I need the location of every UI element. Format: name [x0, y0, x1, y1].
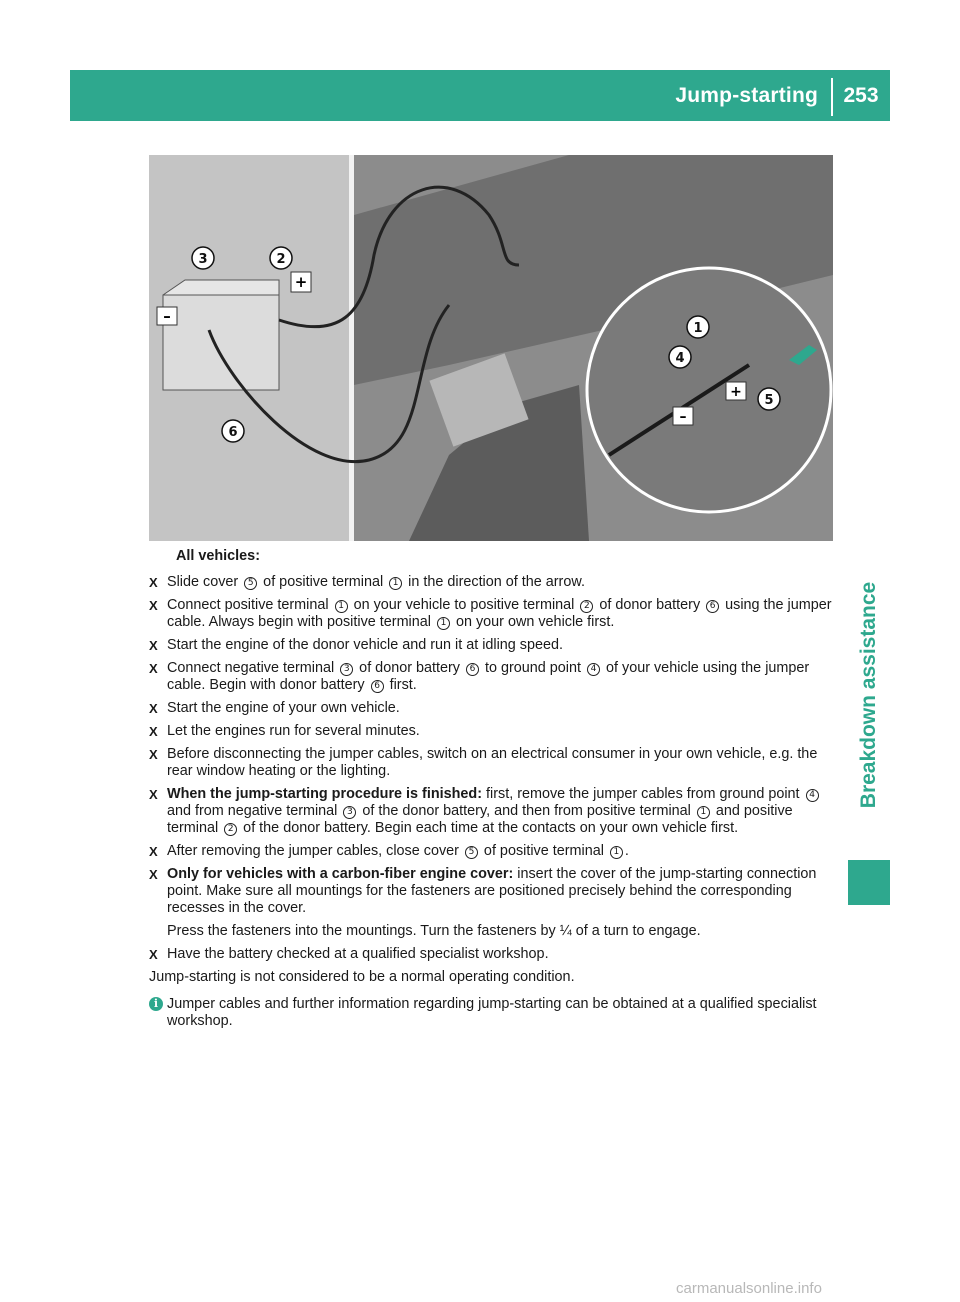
step-1 [149, 574, 835, 591]
step-text: Start the engine of your own vehicle. [167, 700, 400, 716]
step-text: using the jumper cable. Always begin with positive terminal [167, 597, 832, 630]
detail-plus-sign: + [730, 384, 742, 400]
step-6 [149, 723, 835, 740]
step-marker: X [149, 638, 158, 653]
step-text: to ground point [480, 660, 585, 676]
callout-6-label: 6 [228, 425, 238, 440]
callout-1-label: 1 [693, 321, 703, 336]
step-11 [149, 946, 835, 963]
callout-ref: 6 [371, 680, 384, 693]
step-text: of positive terminal [479, 843, 608, 859]
step-text: After removing the jumper cables, close cover [167, 843, 463, 859]
donor-battery [163, 280, 279, 390]
step-text: Before disconnecting the jumper cables, switch on an electrical consumer in your own vehicle, e.g. the rear window heating or the lighting. [167, 746, 818, 779]
step-text: of the donor battery, and then from positive terminal [358, 803, 695, 819]
callout-ref: 3 [343, 806, 356, 819]
step-text: of your vehicle using the jumper cable. Begin with donor battery [167, 660, 810, 693]
info-icon: i [149, 997, 163, 1011]
step-emphasis: Only for vehicles with a carbon-fiber engine cover: [167, 866, 514, 882]
step-marker: X [149, 575, 158, 590]
step-8 [149, 786, 835, 837]
header-bar [70, 70, 890, 121]
callout-ref: 2 [580, 600, 593, 613]
step-text: of donor battery [595, 597, 705, 613]
side-tab [848, 540, 890, 850]
step-text: Slide cover [167, 574, 243, 590]
step-text: on your vehicle to positive terminal [349, 597, 579, 613]
callout-ref: 1 [610, 846, 623, 859]
step-3 [149, 637, 835, 654]
step-5 [149, 700, 835, 717]
side-tab-marker [848, 860, 890, 905]
step-text: on your own vehicle first. [451, 614, 615, 630]
watermark: carmanualsonline.info [676, 1280, 822, 1297]
step-text: first, remove the jumper cables from ground point [482, 786, 804, 802]
callout-ref: 5 [244, 577, 257, 590]
step-marker: X [149, 661, 158, 676]
callout-ref: 1 [335, 600, 348, 613]
step-marker: X [149, 724, 158, 739]
step-7 [149, 746, 835, 780]
header-divider [831, 78, 833, 116]
step-marker: X [149, 844, 158, 859]
note-text: Jumper cables and further information regarding jump-starting can be obtained at a qualified specialist workshop. [167, 996, 817, 1029]
callout-3-label: 3 [198, 252, 208, 267]
step-text: and from negative terminal [167, 803, 342, 819]
callout-ref: 5 [465, 846, 478, 859]
step-4 [149, 660, 835, 694]
step-text: insert the cover of the jump-starting connection point. Make sure all mountings for the fasteners are positioned precisely behind the corresponding recesses in the cover. [167, 866, 817, 916]
callout-2-label: 2 [276, 252, 286, 267]
step-10 [149, 866, 835, 940]
step-marker: X [149, 747, 158, 762]
step-marker: X [149, 787, 158, 802]
detail-minus-sign: – [679, 409, 687, 425]
step-text: in the direction of the arrow. [404, 574, 585, 590]
step-text: Have the battery checked at a qualified specialist workshop. [167, 946, 549, 962]
step-marker: X [149, 867, 158, 882]
step-text: of the donor battery. Begin each time at the contacts on your own vehicle first. [239, 820, 739, 836]
step-marker: X [149, 701, 158, 716]
step-text: Connect positive terminal [167, 597, 333, 613]
step-text: of positive terminal [259, 574, 388, 590]
instructions [149, 548, 835, 1030]
step-marker: X [149, 598, 158, 613]
section-subheading: All vehicles: [176, 548, 260, 564]
callout-ref: 1 [389, 577, 402, 590]
illustration-svg [149, 155, 833, 541]
page-title: Jump-starting [675, 84, 818, 107]
callout-ref: 2 [224, 823, 237, 836]
info-note [149, 996, 835, 1030]
callout-ref: 4 [587, 663, 600, 676]
minus-sign: – [163, 307, 171, 325]
step-text: . [624, 843, 629, 859]
step-marker: X [149, 947, 158, 962]
step-text: Connect negative terminal [167, 660, 339, 676]
page-number: 253 [843, 84, 879, 107]
step-text: Let the engines run for several minutes. [167, 723, 420, 739]
step-9 [149, 843, 835, 860]
plus-sign: + [294, 273, 308, 291]
side-tab-label: Breakdown assistance [857, 581, 880, 809]
callout-5-label: 5 [764, 393, 774, 408]
step-text: of donor battery [355, 660, 464, 676]
panel-divider [349, 155, 354, 541]
callout-ref: 3 [340, 663, 353, 676]
callout-ref: 1 [437, 617, 450, 630]
step-text: first. [385, 677, 417, 693]
callout-4-label: 4 [675, 351, 685, 366]
callout-ref: 6 [466, 663, 479, 676]
step-subtext: Press the fasteners into the mountings. Turn the fasteners by ¼ of a turn to engage. [167, 923, 701, 939]
callout-ref: 1 [697, 806, 710, 819]
callout-ref: 4 [806, 789, 819, 802]
step-emphasis: When the jump-starting procedure is finished: [167, 786, 483, 802]
callout-ref: 6 [706, 600, 719, 613]
step-text: and positive terminal [167, 803, 793, 836]
jump-start-illustration [149, 155, 833, 541]
step-text: Start the engine of the donor vehicle and run it at idling speed. [167, 637, 564, 653]
step-2 [149, 597, 835, 631]
paragraph: Jump-starting is not considered to be a normal operating condition. [149, 969, 575, 985]
